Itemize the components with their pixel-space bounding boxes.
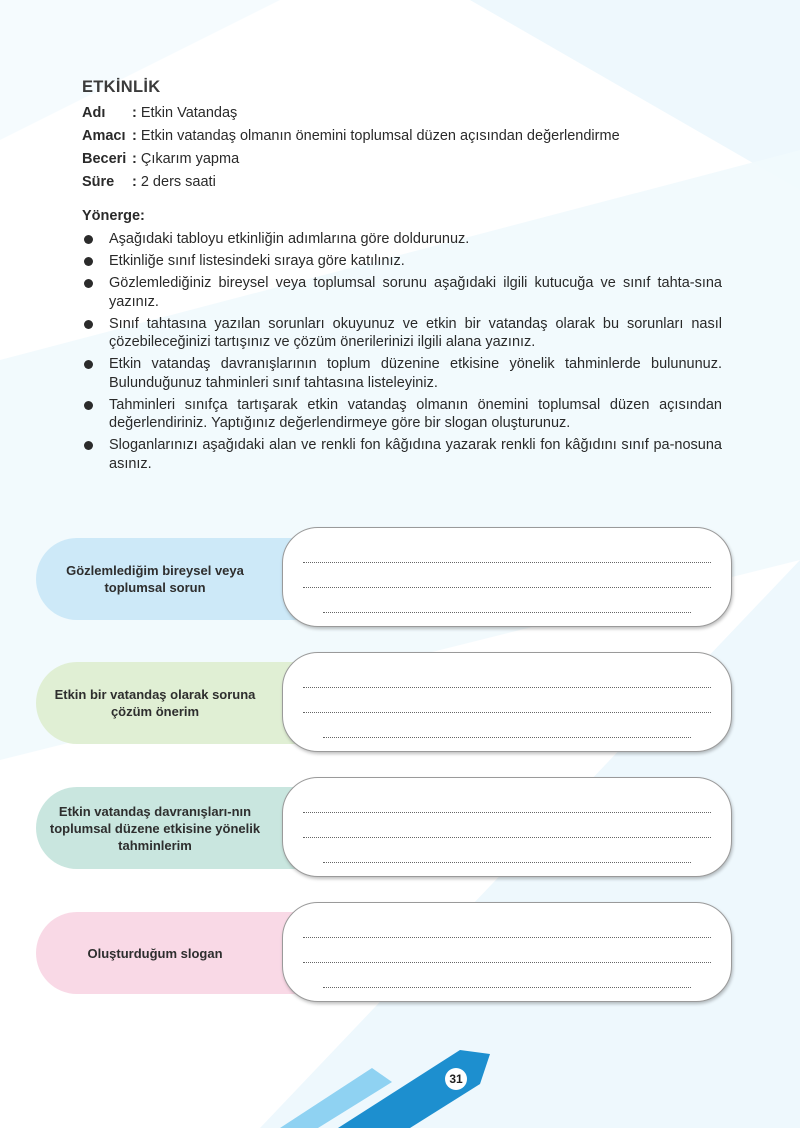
directive-item bbox=[82, 396, 722, 433]
bullet-dot-icon bbox=[84, 360, 93, 369]
meta-sep: : bbox=[132, 105, 137, 121]
meta-value: 2 ders saati bbox=[140, 174, 216, 190]
directive-item bbox=[82, 252, 722, 271]
writing-line bbox=[303, 837, 711, 838]
directive-text: Tahminleri sınıfça tartışarak etkin vatandaş olmanın önemini toplumsal düzen açısından değerlendiriniz. Yaptığınız değerlendirmeye göre bir slogan oluşturunuz. bbox=[109, 396, 722, 431]
activity-title: ETKİNLİK bbox=[82, 78, 161, 96]
meta-sep: : bbox=[132, 128, 137, 144]
bullet-dot-icon bbox=[84, 257, 93, 266]
meta-key: Amacı bbox=[82, 128, 126, 144]
directive-text: Sınıf tahtasına yazılan sorunları okuyunuz ve etkin bir vatandaş olarak bu sorunları nasıl çözebileceğinizi tartışınız ve çözüm önerilerinizi ilgili alana yazınız. bbox=[109, 315, 722, 350]
meta-sep: : bbox=[132, 151, 137, 167]
meta-key: Adı bbox=[82, 105, 106, 121]
page-number: 31 bbox=[445, 1068, 467, 1090]
writing-line bbox=[303, 812, 711, 813]
meta-key: Beceri bbox=[82, 151, 127, 167]
directive-text: Gözlemlediğiniz bireysel veya toplumsal sorunu aşağıdaki ilgili kutucuğa ve sınıf tahta-sına yazınız. bbox=[109, 275, 722, 310]
writing-line bbox=[303, 712, 711, 713]
directive-item bbox=[82, 436, 722, 473]
meta-key: Süre bbox=[82, 174, 115, 190]
row-label-text: Etkin vatandaş davranışları-nın toplumsal düzene etkisine yönelik tahminlerim bbox=[49, 803, 261, 853]
meta-sep: : bbox=[132, 174, 137, 190]
answer-box-observed-problem[interactable] bbox=[282, 527, 732, 627]
row-label-text: Etkin bir vatandaş olarak soruna çözüm önerim bbox=[54, 687, 256, 719]
writing-line bbox=[323, 862, 691, 863]
directive-list bbox=[82, 230, 722, 477]
directive-item bbox=[82, 274, 722, 311]
directive-text: Aşağıdaki tabloyu etkinliğin adımlarına göre doldurunuz. bbox=[109, 231, 470, 247]
writing-line bbox=[323, 987, 691, 988]
bullet-dot-icon bbox=[84, 401, 93, 410]
directive-text: Etkinliğe sınıf listesindeki sıraya göre katılınız. bbox=[109, 253, 405, 269]
bullet-dot-icon bbox=[84, 279, 93, 288]
writing-line bbox=[323, 737, 691, 738]
row-label-solution bbox=[36, 662, 298, 744]
answer-box-slogan[interactable] bbox=[282, 902, 732, 1002]
meta-value: Çıkarım yapma bbox=[140, 151, 240, 167]
meta-duration-row bbox=[82, 173, 216, 191]
writing-line bbox=[303, 937, 711, 938]
row-label-text: Gözlemlediğim bireysel veya toplumsal sorun bbox=[66, 563, 244, 595]
bullet-dot-icon bbox=[84, 235, 93, 244]
directive-label: Yönerge: bbox=[82, 208, 145, 224]
writing-line bbox=[303, 562, 711, 563]
bullet-dot-icon bbox=[84, 320, 93, 329]
directive-item bbox=[82, 315, 722, 352]
writing-line bbox=[323, 612, 691, 613]
directive-item bbox=[82, 230, 722, 249]
answer-box-predictions[interactable] bbox=[282, 777, 732, 877]
row-label-slogan bbox=[36, 912, 298, 994]
meta-purpose-row bbox=[82, 127, 620, 145]
row-label-observed-problem bbox=[36, 538, 298, 620]
bullet-dot-icon bbox=[84, 441, 93, 450]
writing-line bbox=[303, 587, 711, 588]
directive-text: Etkin vatandaş davranışlarının toplum düzenine etkisine yönelik tahminlerde bulununuz. Bulunduğunuz tahminleri sınıf tahtasına listeleyiniz. bbox=[109, 356, 722, 391]
meta-value: Etkin Vatandaş bbox=[140, 105, 238, 121]
meta-skill-row bbox=[82, 150, 239, 168]
answer-box-solution[interactable] bbox=[282, 652, 732, 752]
writing-line bbox=[303, 962, 711, 963]
meta-name-row bbox=[82, 104, 237, 122]
meta-value: Etkin vatandaş olmanın önemini toplumsal düzen açısından değerlendirme bbox=[140, 128, 620, 144]
row-label-predictions bbox=[36, 787, 298, 869]
directive-text: Sloganlarınızı aşağıdaki alan ve renkli fon kâğıdına yazarak renkli fon kâğıdını sınıf pa-nosuna asınız. bbox=[109, 437, 722, 472]
row-label-text: Oluşturduğum slogan bbox=[87, 945, 223, 961]
directive-item bbox=[82, 355, 722, 392]
writing-line bbox=[303, 687, 711, 688]
